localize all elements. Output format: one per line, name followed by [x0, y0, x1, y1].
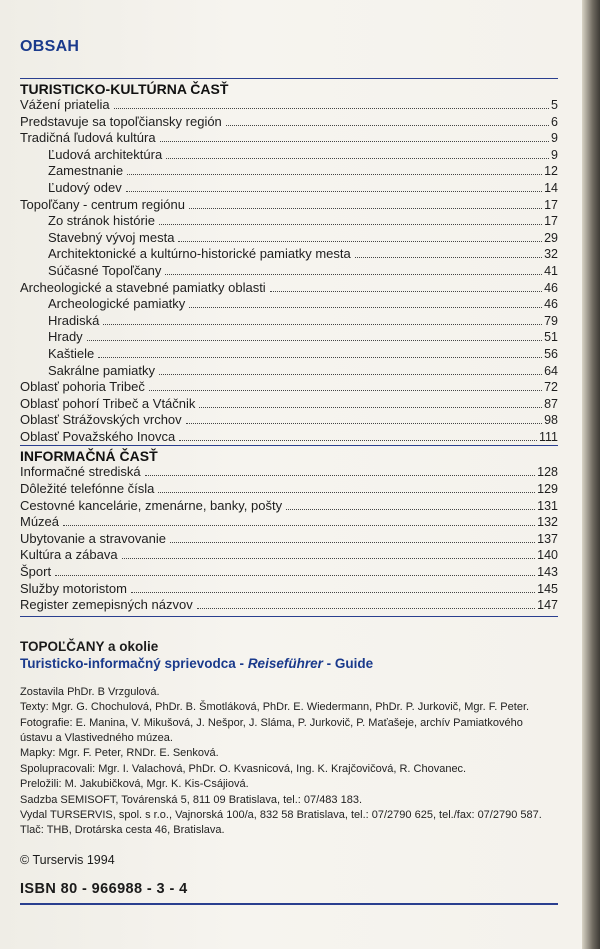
toc-entry-page: 56 [544, 346, 558, 361]
toc-entry-page: 9 [551, 131, 558, 146]
toc-entry [20, 564, 558, 581]
toc-entry-page: 72 [544, 380, 558, 395]
toc-entry-title: Hrady [48, 329, 83, 345]
toc-entry-page: 5 [551, 98, 558, 112]
toc-entry-title: Stavebný vývoj mesta [48, 229, 175, 245]
toc-entry-title: Hradiská [48, 312, 100, 328]
toc-entry-title: Zo stránok histórie [48, 213, 155, 229]
toc-leader-dots [189, 307, 542, 308]
toc-entry-page: 111 [538, 429, 558, 444]
toc-entry [20, 396, 558, 413]
toc-entry-page: 41 [544, 263, 558, 278]
toc-leader-dots [103, 324, 542, 325]
credit-line: Zostavila PhDr. B Vrzgulová. [20, 685, 160, 698]
toc-entry-page: 9 [551, 147, 558, 162]
toc-entry-page: 14 [544, 180, 558, 195]
toc-entry-page: 6 [551, 114, 558, 129]
toc-entry [20, 230, 558, 247]
toc-leader-dots [226, 125, 549, 126]
toc-entry-title: Oblasť Strážovských vrchov [20, 412, 182, 428]
toc-entry-title: Služby motoristom [20, 580, 127, 596]
toc-entry-title: Informačné strediská [20, 464, 141, 480]
toc-leader-dots [189, 208, 542, 209]
toc-entry [20, 412, 558, 429]
toc-leader-dots [165, 274, 542, 275]
toc-entry-title: Oblasť Považského Inovca [20, 428, 176, 444]
toc-entry-page: 17 [544, 214, 558, 229]
toc-entry [20, 313, 558, 330]
book-spine [582, 0, 600, 949]
toc-entry [20, 346, 558, 363]
subtitle-sep: - [322, 655, 335, 671]
toc-leader-dots [149, 390, 542, 391]
toc-entry-page: 29 [544, 230, 558, 245]
toc-entry-title: Kaštiele [48, 345, 95, 361]
credit-line: Mapky: Mgr. F. Peter, RNDr. E. Senková. [20, 747, 219, 760]
toc-leader-dots [270, 291, 542, 292]
toc-entry [20, 498, 558, 515]
toc-entry [20, 379, 558, 396]
isbn-rule [20, 903, 558, 905]
credit-line: Fotografie: E. Manina, V. Mikušová, J. Nešpor, J. Sláma, P. Jurkovič, P. Maťašeje, archív Pamiatkového [20, 716, 523, 729]
toc-entry-title: Topoľčany - centrum regiónu [20, 196, 185, 212]
toc-leader-dots [178, 241, 542, 242]
credit-line: Preložili: M. Jakubičková, Mgr. K. Kis-Csájiová. [20, 778, 249, 791]
toc-end-rule [20, 616, 558, 617]
isbn: ISBN 80 - 966988 - 3 - 4 [20, 880, 188, 897]
toc-entry [20, 581, 558, 598]
toc-entry-page: 32 [544, 247, 558, 262]
toc-entry-page: 128 [537, 465, 558, 480]
toc-leader-dots [286, 509, 535, 510]
toc-entry-page: 140 [537, 548, 558, 563]
toc-entry-title: Múzeá [20, 514, 60, 530]
toc-entry [20, 329, 558, 346]
toc-entry [20, 429, 558, 446]
toc-leader-dots [55, 575, 535, 576]
book-title: TOPOĽČANY a okolie [20, 638, 159, 654]
toc-entry-title: Register zemepisných názvov [20, 597, 193, 613]
toc-entry-title: Súčasné Topoľčany [48, 262, 162, 278]
toc-leader-dots [159, 224, 542, 225]
table-of-contents [20, 78, 558, 614]
section-title: INFORMAČNÁ ČASŤ [20, 445, 558, 464]
toc-heading: OBSAH [20, 38, 80, 55]
toc-entry-page: 79 [544, 313, 558, 328]
toc-entry-title: Oblasť pohoria Tribeč [20, 379, 145, 395]
toc-leader-dots [145, 475, 535, 476]
credit-line: Texty: Mgr. G. Chochulová, PhDr. B. Šmotláková, PhDr. E. Wiedermann, PhDr. P. Jurkovič, Mgr. F. Peter. [20, 701, 530, 714]
toc-leader-dots [114, 108, 549, 109]
toc-leader-dots [63, 525, 535, 526]
toc-entry [20, 280, 558, 297]
toc-entry [20, 263, 558, 280]
toc-entry-page: 98 [544, 413, 558, 428]
toc-entry-title: Archeologické a stavebné pamiatky oblasti [20, 279, 266, 295]
toc-leader-dots [160, 141, 549, 142]
toc-leader-dots [98, 357, 542, 358]
toc-entry-page: 46 [544, 280, 558, 295]
toc-entry [20, 180, 558, 197]
toc-entry [20, 464, 558, 481]
toc-leader-dots [126, 191, 542, 192]
section-title: TURISTICKO-KULTÚRNA ČASŤ [20, 78, 558, 97]
toc-entry-title: Tradičná ľudová kultúra [20, 130, 156, 146]
toc-entry-page: 147 [537, 598, 558, 613]
toc-entry-page: 143 [537, 565, 558, 580]
toc-entry-page: 17 [544, 197, 558, 212]
credits [20, 685, 558, 839]
toc-entry [20, 197, 558, 214]
toc-entry [20, 597, 558, 614]
toc-leader-dots [197, 608, 535, 609]
toc-leader-dots [127, 174, 542, 175]
toc-entry [20, 213, 558, 230]
toc-entry-title: Šport [20, 564, 52, 580]
toc-entry [20, 147, 558, 164]
toc-entry-page: 46 [544, 297, 558, 312]
credit-line: Spolupracovali: Mgr. I. Valachová, PhDr. O. Kvasnicová, Ing. K. Krajčovičová, R. Chovanec. [20, 762, 467, 775]
toc-entry-title: Sakrálne pamiatky [48, 362, 155, 378]
toc-entry-title: Predstavuje sa topoľčiansky región [20, 113, 222, 129]
toc-entry-page: 131 [537, 498, 558, 513]
subtitle-en: Guide [334, 655, 374, 671]
toc-leader-dots [159, 374, 542, 375]
subtitle-main: Turisticko-informačný sprievodca - [20, 655, 248, 671]
toc-entry-page: 129 [537, 482, 558, 497]
toc-entry-page: 87 [544, 396, 558, 411]
toc-entry [20, 296, 558, 313]
toc-entry-page: 12 [544, 164, 558, 179]
content [20, 38, 558, 905]
toc-entry [20, 547, 558, 564]
toc-entry-title: Vážení priatelia [20, 97, 110, 112]
toc-entry-title: Kultúra a zábava [20, 547, 118, 563]
toc-entry-page: 137 [537, 531, 558, 546]
credit-line: Sadzba SEMISOFT, Továrenská 5, 811 09 Bratislava, tel.: 07/483 183. [20, 793, 363, 806]
toc-entry-title: Zamestnanie [48, 163, 124, 179]
toc-leader-dots [131, 592, 535, 593]
toc-leader-dots [179, 440, 537, 441]
toc-leader-dots [170, 542, 535, 543]
toc-entry [20, 163, 558, 180]
credit-line: Tlač: THB, Drotárska cesta 46, Bratislava. [20, 824, 225, 837]
toc-entry-page: 64 [544, 363, 558, 378]
toc-entry [20, 114, 558, 131]
credit-line: ústavu a Vlastivedného múzea. [20, 732, 173, 745]
toc-leader-dots [122, 558, 536, 559]
toc-entry [20, 130, 558, 147]
book-subtitle [20, 656, 558, 671]
toc-entry-page: 132 [537, 515, 558, 530]
toc-entry-title: Cestovné kancelárie, zmenárne, banky, pošty [20, 497, 283, 513]
toc-entry-title: Oblasť pohorí Tribeč a Vtáčnik [20, 395, 196, 411]
toc-entry-title: Ľudová architektúra [48, 146, 163, 162]
toc-leader-dots [158, 492, 535, 493]
subtitle-de: Reiseführer [247, 655, 323, 671]
toc-entry [20, 481, 558, 498]
toc-entry-title: Ľudový odev [48, 179, 122, 195]
toc-leader-dots [87, 340, 542, 341]
toc-entry [20, 363, 558, 380]
toc-entry-title: Dôležité telefónne čísla [20, 481, 155, 497]
toc-entry [20, 97, 558, 114]
toc-leader-dots [186, 423, 542, 424]
toc-leader-dots [166, 158, 549, 159]
toc-leader-dots [355, 257, 542, 258]
toc-entry-page: 145 [537, 581, 558, 596]
toc-entry [20, 514, 558, 531]
toc-entry-title: Archeologické pamiatky [48, 296, 186, 312]
toc-leader-dots [199, 407, 542, 408]
toc-entry [20, 531, 558, 548]
toc-entry-title: Ubytovanie a stravovanie [20, 530, 166, 546]
toc-entry [20, 246, 558, 263]
toc-entry-page: 51 [544, 330, 558, 345]
copyright: © Turservis 1994 [20, 852, 115, 867]
credit-line: Vydal TURSERVIS, spol. s r.o., Vajnorská 100/a, 832 58 Bratislava, tel.: 07/2790 625, tel./fax: 07/2790 587. [20, 809, 542, 822]
toc-entry-title: Architektonické a kultúrno-historické pamiatky mesta [48, 246, 351, 262]
